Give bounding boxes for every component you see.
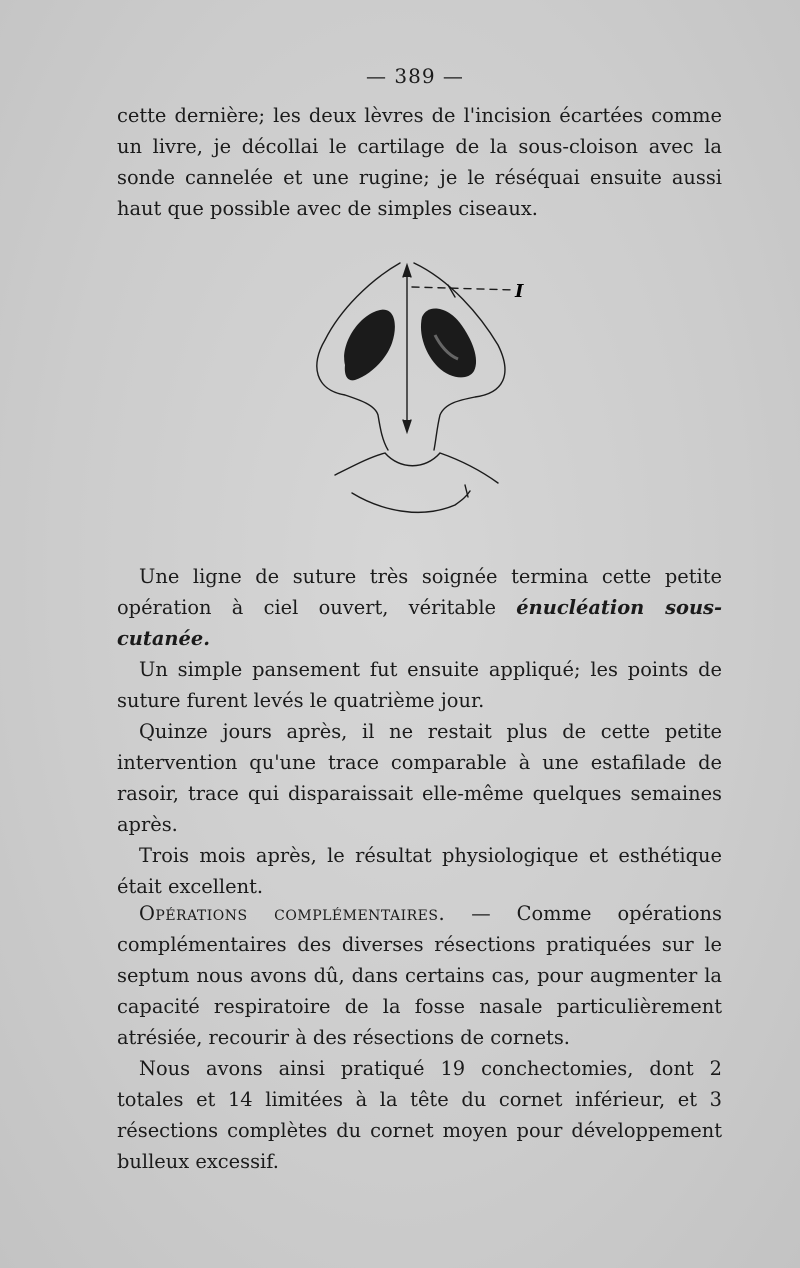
suture-text: Une ligne de suture très soignée termina cette petite opération à ciel ouvert, véritable [117,565,722,619]
left-nostril-shape [344,310,395,381]
intro-paragraph: cette dernière; les deux lèvres de l'incision écartées comme un livre, je décollai le cartilage de la sous-cloison avec la sonde cannelée et une rugine; je le réséquai ensuite aussi haut que possible avec de simples ciseaux. [117,104,722,220]
bandage-paragraph: Un simple pansement fut ensuite appliqué; les points de suture furent levés le quatrième jour. [117,658,722,712]
suture-paragraph [117,561,722,654]
suture-emphasis: énucléation sous-cutanée. [117,596,723,650]
right-nostril-shape [421,308,476,377]
page-number: — 389 — [366,64,464,88]
section-paragraph [117,898,722,1053]
nose-diagram-illustration [300,255,530,530]
fifteen-days-paragraph: Quinze jours après, il ne restait plus de cette petite intervention qu'une trace comparable à une estafilade de rasoir, trace qui disparaissait elle-même quelques semaines après. [117,720,722,836]
figure-label: I [515,281,524,302]
section-text-block [117,898,722,1177]
section-heading: Opérations complémentaires. [139,902,446,925]
middle-text-block [117,561,722,902]
section-text: — Comme opérations complémentaires des diverses résections pratiquées sur le septum nous avons dû, dans certains cas, pour augmenter la capacité respiratoire de la fosse nasale particulièrement atrésiée, recourir à des résections de cornets. [117,902,722,1049]
nose-incision-figure [300,255,530,530]
three-months-paragraph: Trois mois après, le résultat physiologique et esthétique était excellent. [117,844,722,898]
final-paragraph: Nous avons ainsi pratiqué 19 conchectomies, dont 2 totales et 14 limitées à la tête du cornet inférieur, et 3 résections complètes du cornet moyen pour développement bulleux excessif. [117,1057,722,1173]
intro-text-block [117,100,722,224]
